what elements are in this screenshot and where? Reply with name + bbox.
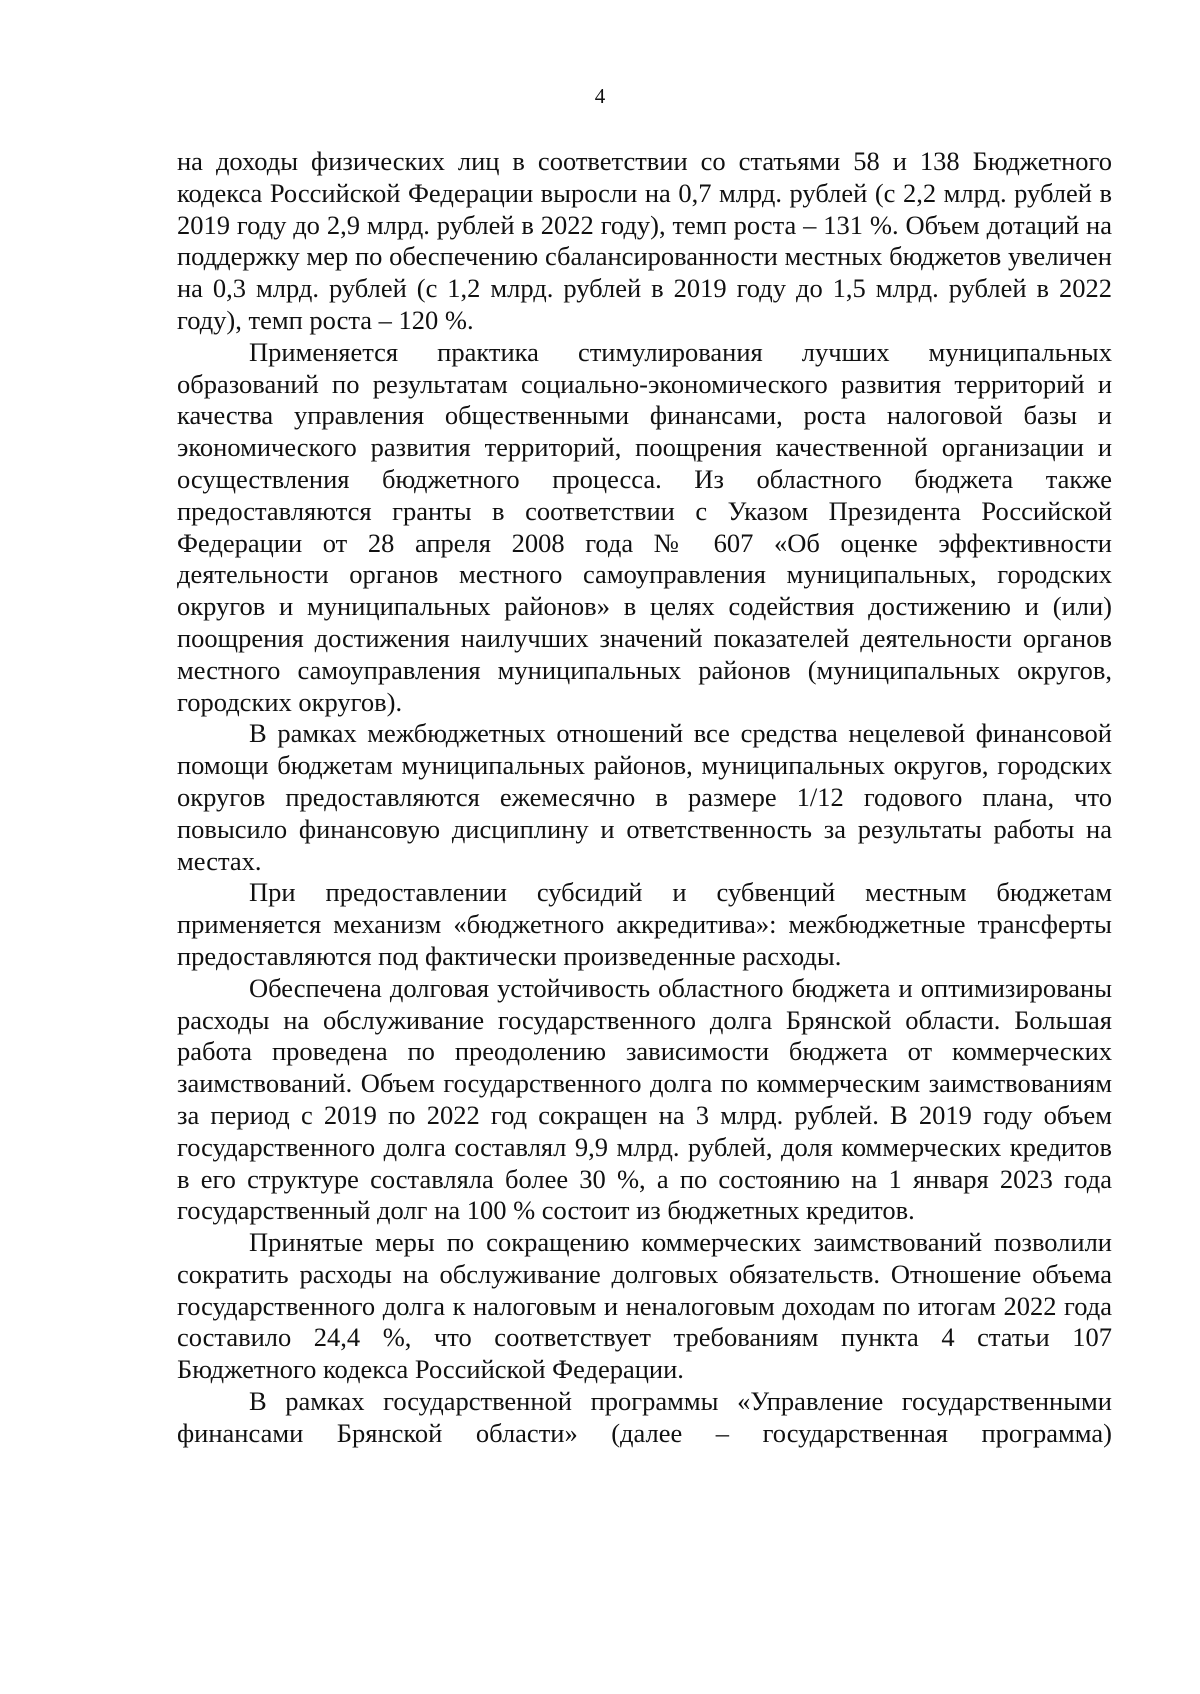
paragraph-3: В рамках межбюджетных отношений все средства нецелевой финансовой помощи бюджетам муниципальных районов, муниципальных округов, городских округов предоставляются ежемесячно в размере 1/12 годового плана, что повысило финансовую дисциплину и ответственность за результаты работы на местах. [177, 718, 1112, 876]
paragraph-1: на доходы физических лиц в соответствии со статьями 58 и 138 Бюджетного кодекса Российской Федерации выросли на 0,7 млрд. рублей (с 2,2 млрд. рублей в 2019 году до 2,9 млрд. рублей в 2022 году), темп роста – 131 %. Объем дотаций на поддержку мер по обеспечению сбалансированности местных бюджетов увеличен на 0,3 млрд. рублей (с 1,2 млрд. рублей в 2019 году до 1,5 млрд. рублей в 2022 году), темп роста – 120 %. [177, 146, 1112, 335]
paragraph-7: В рамках государственной программы «Управление государственными финансами Брянской области» (далее – государственная программа) [177, 1386, 1112, 1448]
paragraph-5: Обеспечена долговая устойчивость областного бюджета и оптимизированы расходы на обслуживание государственного долга Брянской области. Большая работа проведена по преодолению зависимости бюджета от коммерческих заимствований. Объем государственного долга по коммерческим заимствованиям за период с 2019 по 2022 год сокращен на 3 млрд. рублей. В 2019 году объем государственного долга составлял 9,9 млрд. рублей, доля коммерческих кредитов в его структуре составляла более 30 %, а по состоянию на 1 января 2023 года государственный долг на 100 % состоит из бюджетных кредитов. [177, 972, 1112, 1226]
paragraph-6: Принятые меры по сокращению коммерческих заимствований позволили сократить расходы на обслуживание долговых обязательств. Отношение объема государственного долга к налоговым и неналоговым доходам по итогам 2022 года составило 24,4 %, что соответствует требованиям пункта 4 статьи 107 Бюджетного кодекса Российской Федерации. [177, 1227, 1112, 1385]
paragraph-4: При предоставлении субсидий и субвенций местным бюджетам применяется механизм «бюджетного аккредитива»: межбюджетные трансферты предоставляются под фактически произведенные расходы. [177, 877, 1112, 971]
document-body [177, 146, 1112, 1450]
page-number: 4 [594, 84, 606, 108]
paragraph-2: Применяется практика стимулирования лучших муниципальных образований по результатам социально-экономического развития территорий и качества управления общественными финансами, роста налоговой базы и экономического развития территорий, поощрения качественной организации и осуществления бюджетного процесса. Из областного бюджета также предоставляются гранты в соответствии с Указом Президента Российской Федерации от 28 апреля 2008 года № 607 «Об оценке эффективности деятельности органов местного самоуправления муниципальных, городских округов и муниципальных районов» в целях содействия достижению и (или) поощрения достижения наилучших значений показателей деятельности органов местного самоуправления муниципальных районов (муниципальных округов, городских округов). [177, 336, 1112, 717]
